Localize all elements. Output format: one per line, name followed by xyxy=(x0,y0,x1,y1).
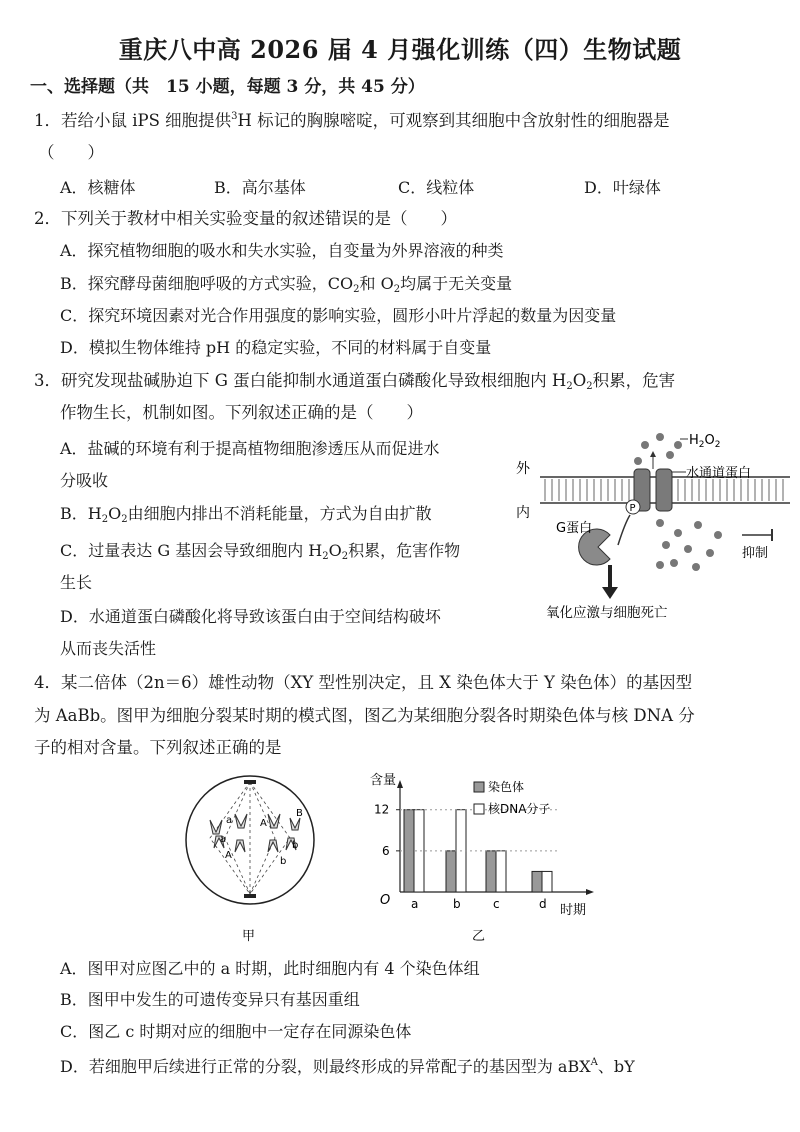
q4-option-b: B．图甲中发生的可遗传变异只有基因重组 xyxy=(60,990,360,1009)
x-tick-label: a xyxy=(411,897,419,911)
legend-swatch-dna xyxy=(474,804,484,814)
gene-label: a xyxy=(226,815,233,826)
q2-option-a: A．探究植物细胞的吸水和失水实验，自变量为外界溶液的种类 xyxy=(60,241,504,260)
q1-option-a: A．核糖体 xyxy=(60,178,136,197)
q1-option-c: C．线粒体 xyxy=(398,178,475,197)
fig-jia-caption: 甲 xyxy=(242,929,256,944)
gene-label: A xyxy=(260,818,267,829)
section-heading: 一、选择题（共 15 小题，每题 3 分，共 45 分） xyxy=(30,77,425,97)
q3-stem-line1: 3．研究发现盐碱胁迫下 G 蛋白能抑制水通道蛋白磷酸化导致根细胞内 $H_2O_2$积累，危害 xyxy=(34,371,676,392)
q4-option-a: A．图甲对应图乙中的 a 时期，此时细胞内有 4 个染色体组 xyxy=(60,959,480,978)
fig-yi-chart xyxy=(360,768,620,948)
q2-option-b: B．探究酵母菌细胞呼吸的方式实验，$CO_2$和 $O_2$均属于无关变量 xyxy=(60,274,513,295)
x-axis-label: 时期 xyxy=(560,903,587,918)
q1-option-d: D．叶绿体 xyxy=(584,178,661,197)
q2-option-c: C．探究环境因素对光合作用强度的影响实验，圆形小叶片浮起的数量为因变量 xyxy=(60,306,617,325)
q3-option-a-line1: A．盐碱的环境有利于提高植物细胞渗透压从而促进水 xyxy=(60,439,440,458)
q3-mechanism-figure xyxy=(510,425,795,625)
q2-stem: 2．下列关于教材中相关实验变量的叙述错误的是（ ） xyxy=(34,209,457,228)
gene-label: b xyxy=(292,840,299,851)
q1-stem: 1．若给小鼠 iPS 细胞提供$^3$H 标记的胸腺嘧啶，可观察到其细胞中含放射性的细胞器是 xyxy=(34,111,670,130)
bar-d-dna xyxy=(542,871,552,892)
gene-label: A xyxy=(225,850,232,861)
bar-d-chromosome xyxy=(532,871,542,892)
gene-label: B xyxy=(296,808,303,819)
legend-label-chromosome: 染色体 xyxy=(488,780,525,794)
y-tick-label: 12 xyxy=(374,802,390,817)
q4-option-c: C．图乙 c 时期对应的细胞中一定存在同源染色体 xyxy=(60,1022,412,1041)
bar-c-chromosome xyxy=(486,851,496,892)
q3-stem-line2: 作物生长，机制如图。下列叙述正确的是（ ） xyxy=(60,403,423,422)
gene-label: a xyxy=(220,834,227,845)
g-protein-label: G蛋白 xyxy=(556,521,593,536)
gene-label: b xyxy=(280,856,287,867)
centrosome-top xyxy=(244,780,256,784)
down-arrow-head xyxy=(602,587,618,599)
q4-stem-line2: 为 AaBb。图甲为细胞分裂某时期的模式图，图乙为某细胞分裂各时期染色体与核 DNA 分 xyxy=(34,706,695,725)
x-tick-label: d xyxy=(539,897,547,911)
q3-option-c-line1: C．过量表达 G 基因会导致细胞内 $H_2O_2$积累，危害作物 xyxy=(60,541,461,562)
inhibit-label: 抑制 xyxy=(742,546,769,561)
q3-option-c-line2: 生长 xyxy=(60,573,93,592)
x-tick-label: c xyxy=(493,897,500,911)
bar-b-chromosome xyxy=(446,851,456,892)
inside-label: 内 xyxy=(516,505,530,521)
inhibition-arc xyxy=(618,515,630,545)
death-label: 氧化应激与细胞死亡 xyxy=(546,605,668,621)
page-title: 重庆八中高 2026 届 4 月强化训练（四）生物试题 xyxy=(118,35,682,64)
origin-label: O xyxy=(380,893,391,908)
outside-label: 外 xyxy=(516,461,530,477)
channel-label: 水通道蛋白 xyxy=(686,466,752,481)
h2o2-label: $H_2O_2$ xyxy=(689,433,721,450)
q1-option-b: B．高尔基体 xyxy=(214,178,306,197)
x-ticks xyxy=(411,897,547,911)
y-axis-arrow xyxy=(397,780,403,788)
q2-option-d: D．模拟生物体维持 pH 的稳定实验，不同的材料属于自变量 xyxy=(60,338,492,357)
q3-option-d-line2: 从而丧失活性 xyxy=(60,639,157,658)
q1-answer-paren: （ ） xyxy=(38,143,104,162)
legend-label-dna: 核DNA分子 xyxy=(488,802,551,816)
q3-option-d-line1: D．水通道蛋白磷酸化将导致该蛋白由于空间结构破坏 xyxy=(60,607,441,626)
fig-yi-caption: 乙 xyxy=(472,929,486,944)
h2o2-molecules-inside xyxy=(656,519,722,571)
bar-c-dna xyxy=(496,851,506,892)
y-axis-label: 含量 xyxy=(370,773,397,788)
x-axis-arrow xyxy=(586,889,594,895)
centrosome-bottom xyxy=(244,894,256,898)
q3-option-b: B．$H_2O_2$由细胞内排出不消耗能量，方式为自由扩散 xyxy=(60,504,432,525)
h2o2-molecules-outside xyxy=(634,433,682,465)
fig-jia-cell xyxy=(180,768,330,948)
y-tick-label: 6 xyxy=(382,843,390,858)
q4-stem-line1: 4．某二倍体（2n＝6）雄性动物（XY 型性别决定，且 X 染色体大于 Y 染色体）的基因型 xyxy=(34,673,693,692)
q4-option-d: D．若细胞甲后续进行正常的分裂，则最终形成的异常配子的基因型为 aBX$^A$、bY xyxy=(60,1057,635,1076)
x-tick-label: b xyxy=(453,897,461,911)
q3-option-a-line2: 分吸收 xyxy=(60,471,109,490)
legend-swatch-chromosome xyxy=(474,782,484,792)
phosphate-label: P xyxy=(629,503,636,514)
q4-stem-line3: 子的相对含量。下列叙述正确的是 xyxy=(34,738,282,757)
